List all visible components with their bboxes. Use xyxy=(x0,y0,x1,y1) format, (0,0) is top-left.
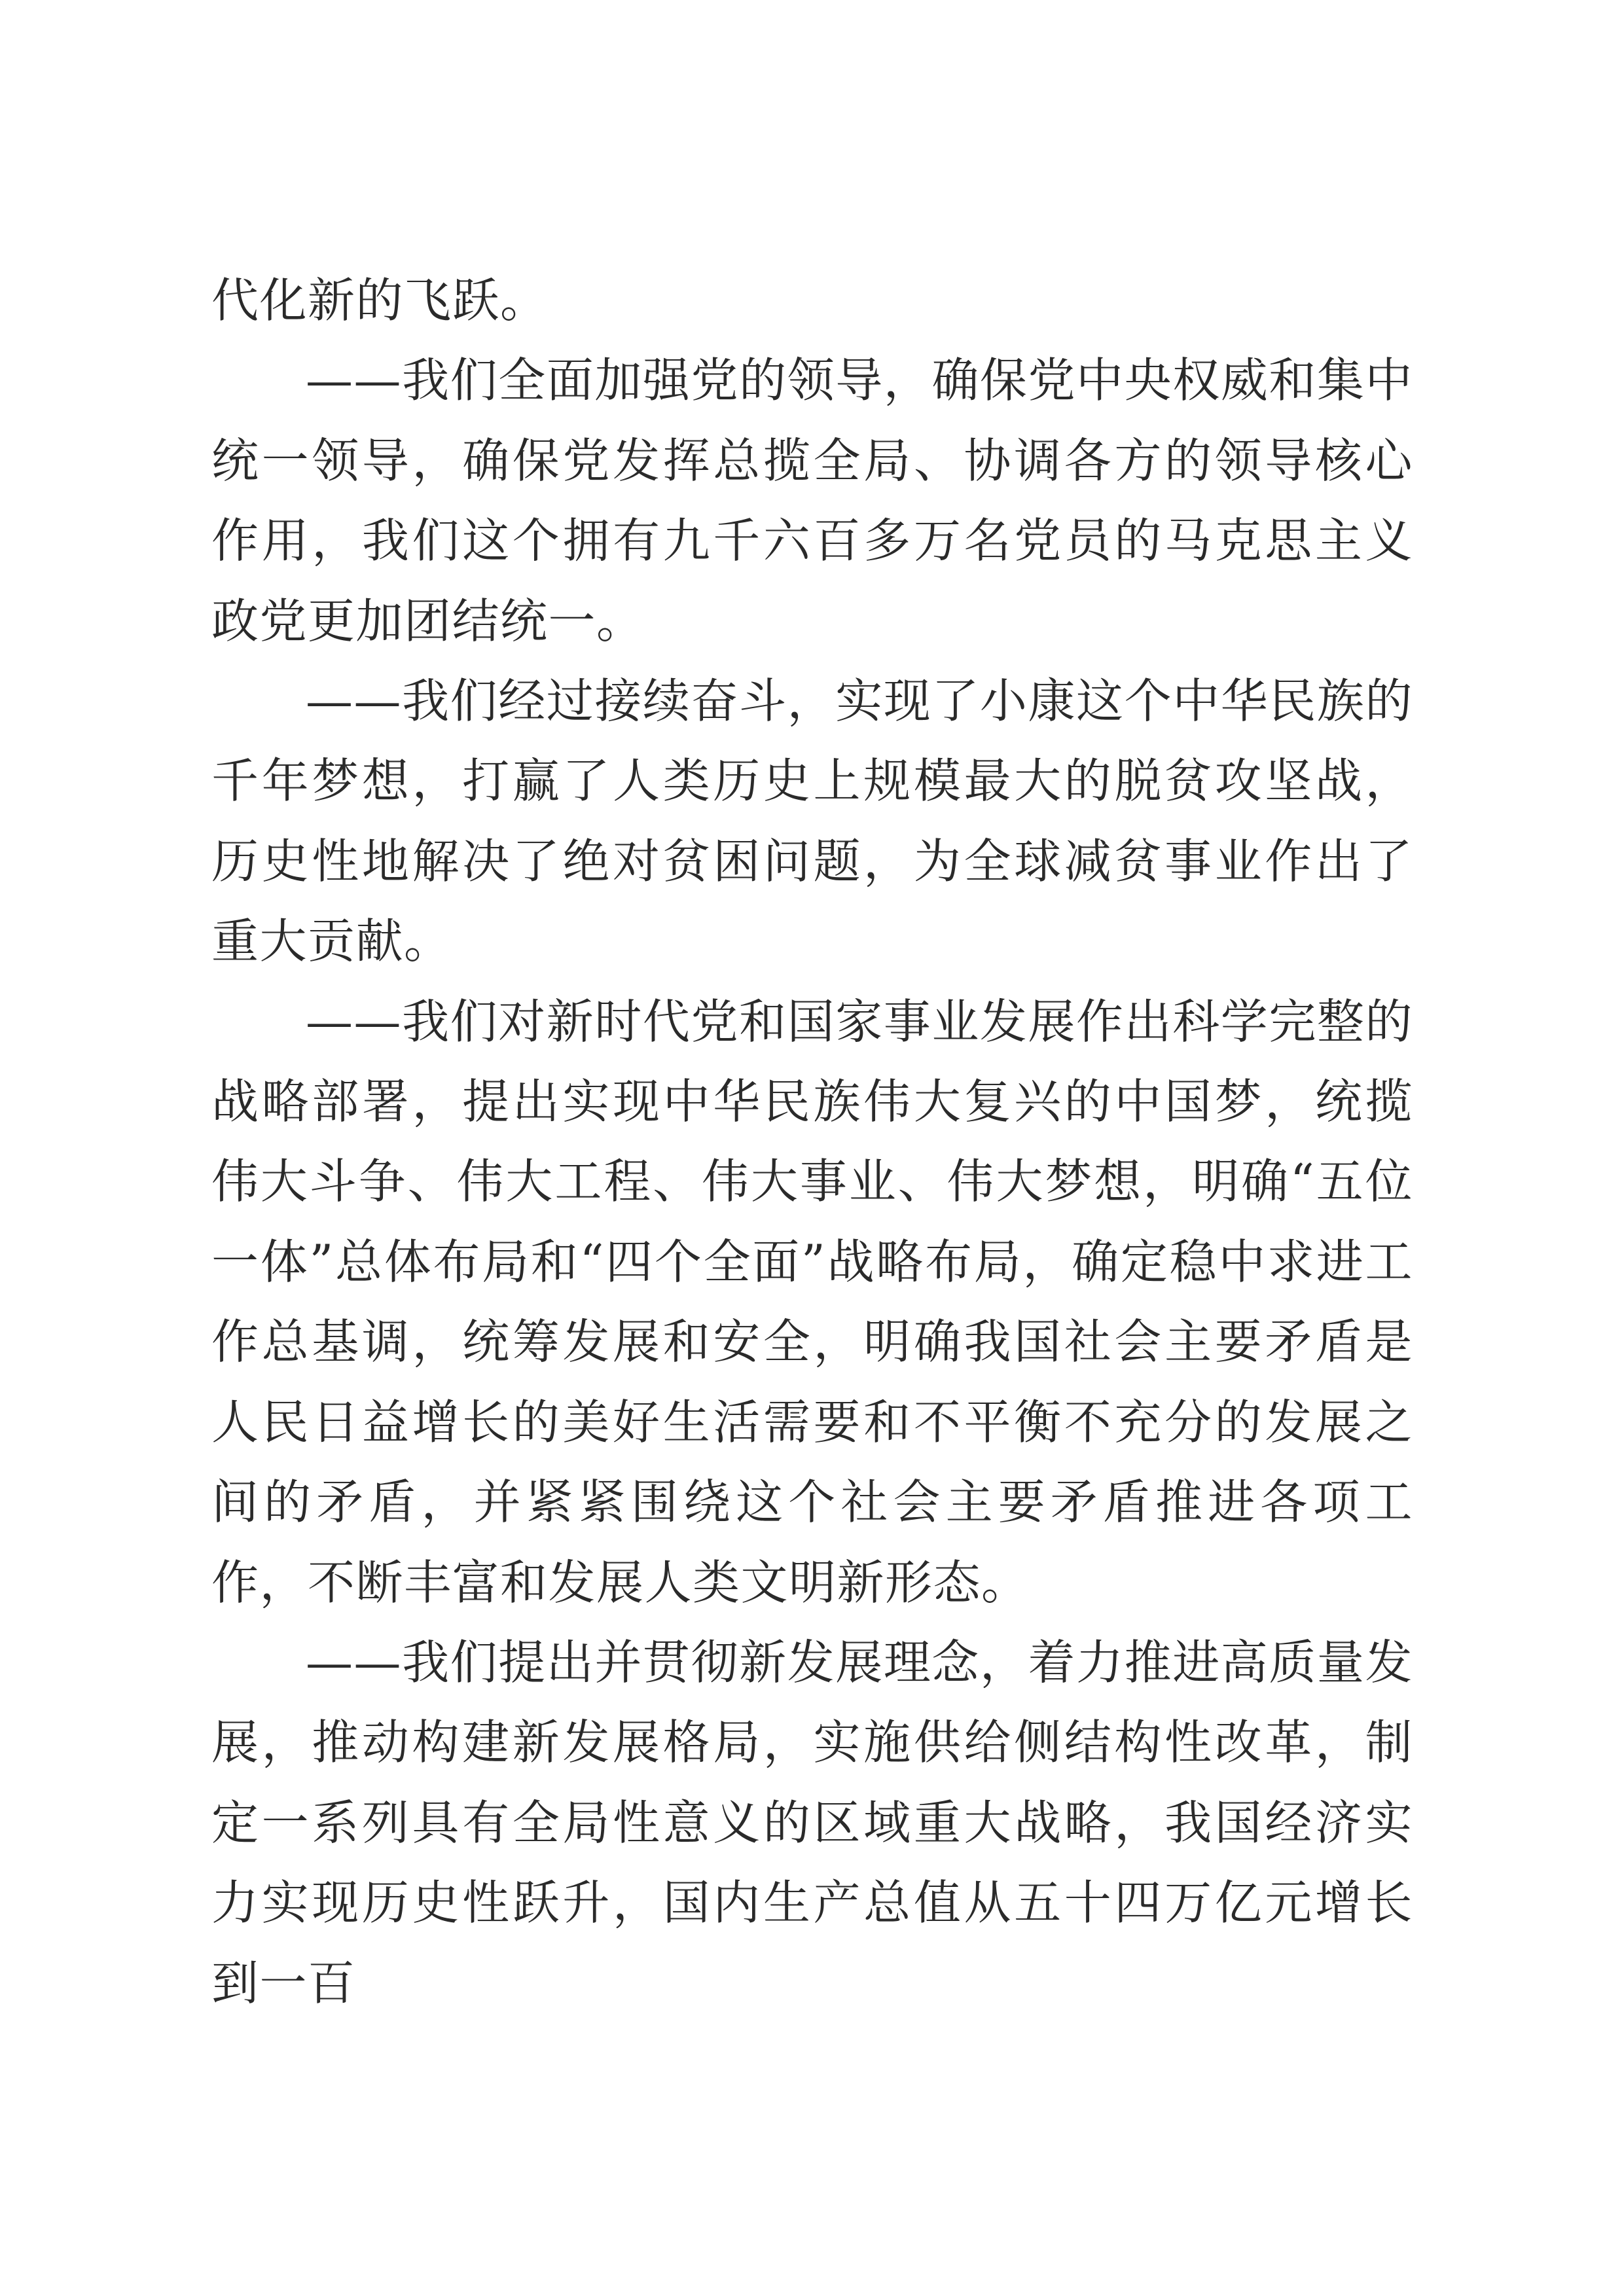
body-text xyxy=(211,260,1413,2023)
paragraph-continued: 代化新的飞跃。 xyxy=(211,273,549,328)
paragraph-new-development: ——我们提出并贯彻新发展理念，着力推进高质量发展，推动构建新发展格局，实施供给侧结构性改革，制定一系列具有全局性意义的区域重大战略，我国经济实力实现历史性跃升，国内生产总值从五十四万亿元增长到一百 xyxy=(211,1634,1413,2011)
paragraph-strategic-deployment: ——我们对新时代党和国家事业发展作出科学完整的战略部署，提出实现中华民族伟大复兴的中国梦，统揽伟大斗争、伟大工程、伟大事业、伟大梦想，明确“五位一体”总体布局和“四个全面”战略布局，确定稳中求进工作总基调，统筹发展和安全，明确我国社会主要矛盾是人民日益增长的美好生活需要和不平衡不充分的发展之间的矛盾，并紧紧围绕这个社会主要矛盾推进各项工作，不断丰富和发展人类文明新形态。 xyxy=(211,994,1413,1610)
paragraph-party-leadership: ——我们全面加强党的领导，确保党中央权威和集中统一领导，确保党发挥总揽全局、协调各方的领导核心作用，我们这个拥有九千六百多万名党员的马克思主义政党更加团结统一。 xyxy=(211,353,1413,649)
paragraph-poverty-alleviation: ——我们经过接续奋斗，实现了小康这个中华民族的千年梦想，打赢了人类历史上规模最大的脱贫攻坚战，历史性地解决了绝对贫困问题，为全球减贫事业作出了重大贡献。 xyxy=(211,673,1413,969)
